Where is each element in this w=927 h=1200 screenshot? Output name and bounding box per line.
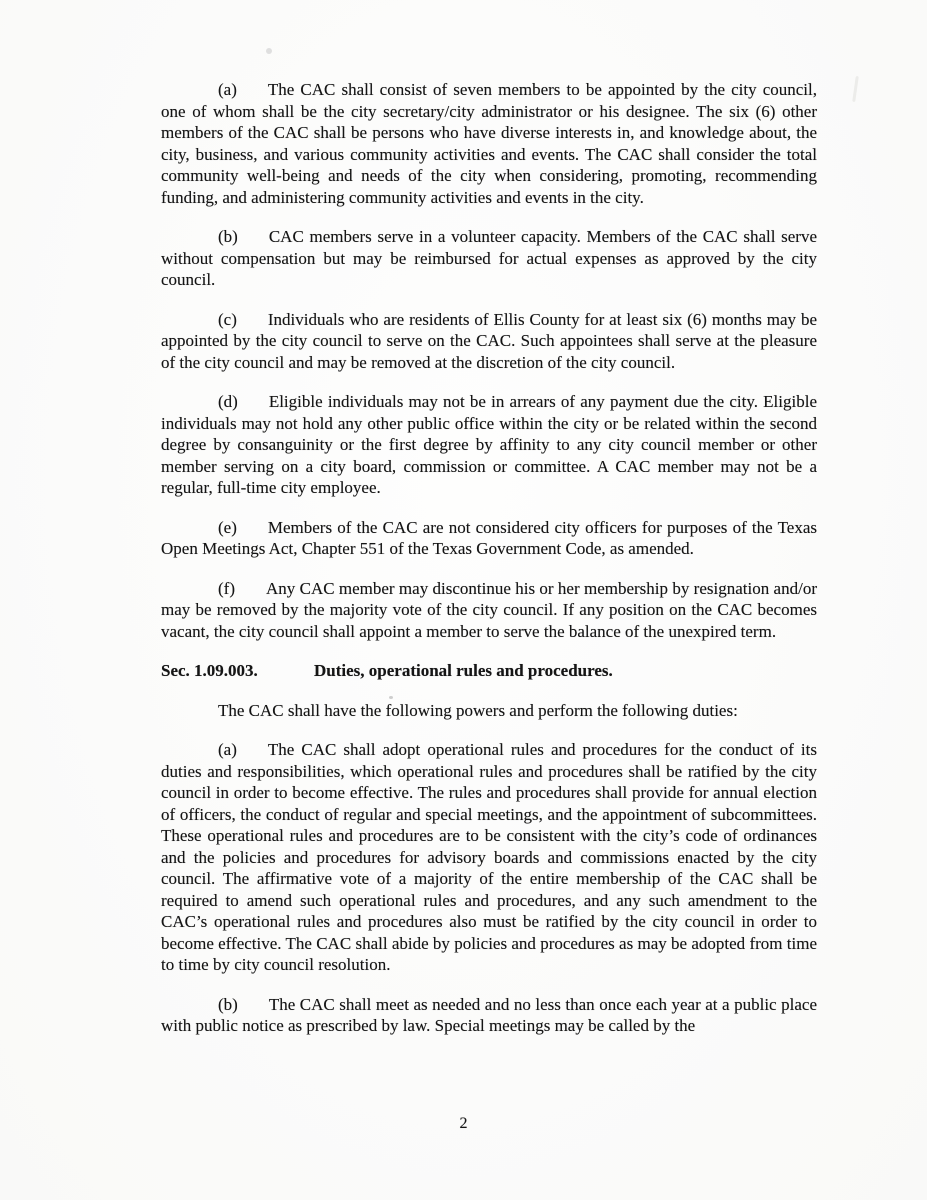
document-body <box>161 79 817 1055</box>
paragraph-membership-b <box>161 226 817 291</box>
scan-speck <box>266 48 272 54</box>
paragraph-text: The CAC shall meet as needed and no less than once each year at a public place with public notice as prescribed by law. Special meetings may be called by the <box>161 994 817 1035</box>
paragraph-text: Members of the CAC are not considered city officers for purposes of the Texas Open Meetings Act, Chapter 551 of the Texas Government Code, as amended. <box>161 517 817 558</box>
paragraph-label: (a) <box>218 80 237 99</box>
paragraph-label: (d) <box>218 392 238 411</box>
section-title: Duties, operational rules and procedures. <box>314 661 613 680</box>
label-gap <box>235 593 266 594</box>
section-heading <box>161 660 817 682</box>
label-gap <box>238 406 269 407</box>
paragraph-text: Any CAC member may discontinue his or her membership by resignation and/or may be removed by the majority vote of the city council. If any position on the CAC becomes vacant, the city council shall appoint a member to serve the balance of the unexpired term. <box>161 578 817 641</box>
label-gap <box>237 532 268 533</box>
paragraph-label: (f) <box>218 578 235 598</box>
paragraph-text: Eligible individuals may not be in arrears of any payment due the city. Eligible individuals may not hold any other public office within the city or be related within the second degree by consanguinity or the first degree by affinity to any city council member or other member serving on a city board, commission or committee. A CAC member may not be a regular, full-time city employee. <box>161 392 817 497</box>
section-intro <box>161 700 817 722</box>
intro-text: The CAC shall have the following powers and perform the following duties: <box>218 700 738 720</box>
label-gap <box>237 324 268 325</box>
paragraph-label: (a) <box>218 740 237 759</box>
paragraph-text: Individuals who are residents of Ellis County for at least six (6) months may be appointed by the city council to serve on the CAC. Such appointees shall serve at the pleasure of the city council and may be removed at the discretion of the city council. <box>161 309 817 372</box>
paragraph-membership-c <box>161 309 817 374</box>
scan-streak <box>852 76 859 102</box>
paragraph-label: (b) <box>218 994 238 1014</box>
paragraph-label: (c) <box>218 309 237 329</box>
paragraph-duties-b <box>161 994 817 1037</box>
page-number: 2 <box>459 1115 468 1132</box>
paragraph-label: (b) <box>218 227 238 246</box>
paragraph-text: The CAC shall consist of seven members to be appointed by the city council, one of whom shall be the city secretary/city administrator or his designee. The six (6) other members of the CAC shall be persons who have diverse interests in, and knowledge about, the city, business, and various community activities and events. The CAC shall consider the total community well-being and needs of the city when considering, promoting, recommending funding, and administering community activities and events in the city. <box>161 80 817 207</box>
label-gap <box>238 241 269 242</box>
paragraph-label: (e) <box>218 517 237 537</box>
section-number: Sec. 1.09.003. <box>161 661 258 680</box>
label-gap <box>237 94 268 95</box>
paragraph-membership-a <box>161 79 817 208</box>
paragraph-text: The CAC shall adopt operational rules and procedures for the conduct of its duties and responsibilities, which operational rules and procedures shall be ratified by the city council in order to become effective. The rules and procedures shall provide for annual election of officers, the conduct of regular and special meetings, and the appointment of subcommittees. These operational rules and procedures are to be consistent with the city’s code of ordinances and the policies and procedures for advisory boards and commissions enacted by the city council. The affirmative vote of a majority of the entire membership of the CAC shall be required to amend such operational rules and procedures, and any such amendment to the CAC’s operational rules and procedures also must be ratified by the city council in order to become effective. The CAC shall abide by policies and procedures as may be adopted from time to time by city council resolution. <box>161 740 817 974</box>
paragraph-membership-d <box>161 391 817 499</box>
label-gap <box>237 754 268 755</box>
paragraph-duties-a <box>161 739 817 976</box>
paragraph-text: CAC members serve in a volunteer capacity. Members of the CAC shall serve without compensation but may be reimbursed for actual expenses as approved by the city council. <box>161 227 817 289</box>
paragraph-membership-e <box>161 517 817 560</box>
paragraph-membership-f <box>161 578 817 643</box>
label-gap <box>238 1009 269 1010</box>
